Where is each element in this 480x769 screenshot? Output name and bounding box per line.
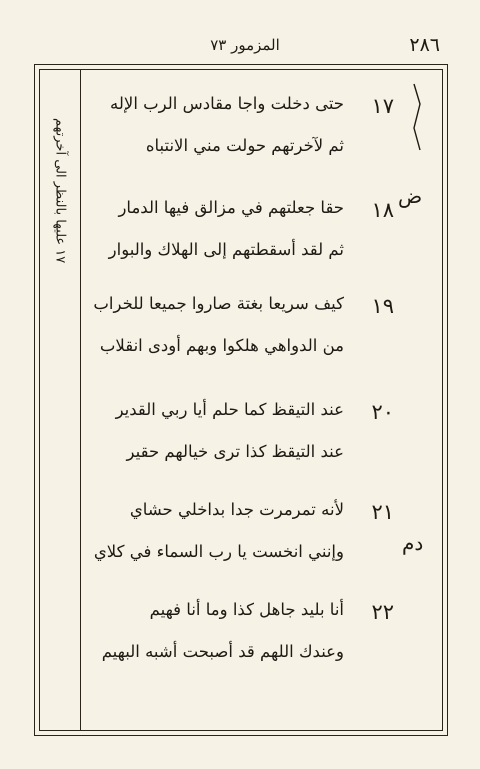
stanza-21 bbox=[86, 492, 438, 572]
page-number: ٢٨٦ bbox=[409, 34, 440, 56]
verse-line: حتى دخلت واجا مقادس الرب الإله bbox=[110, 94, 344, 113]
verse-number: ١٧ bbox=[371, 94, 394, 118]
marginal-marker-dad: ض bbox=[398, 184, 423, 208]
sidebar-note-text bbox=[53, 118, 68, 263]
verse-number: ٢٠ bbox=[371, 400, 394, 424]
verse-line: وإنني انخست يا رب السماء في كلاي bbox=[93, 542, 344, 561]
verse-line: لأنه تمرمرت جدا بداخلي حشاي bbox=[129, 500, 344, 519]
verse-line: وعندك اللهم قد أصبحت أشبه البهيم bbox=[101, 642, 344, 661]
verse-line: من الدواهي هلكوا وبهم أودى انقلاب bbox=[99, 336, 344, 355]
running-head: المزمور ٧٣ bbox=[210, 36, 280, 54]
verse-number: ٢١ bbox=[371, 500, 394, 524]
verse-line: ثم لقد أسقطتهم إلى الهلاك والبوار bbox=[108, 240, 344, 259]
verse-number: ١٩ bbox=[371, 294, 394, 318]
verse-line: عند التيقظ كما حلم أيا ربي القدير bbox=[115, 400, 344, 419]
stanza-20 bbox=[86, 392, 438, 472]
sidebar-divider bbox=[80, 69, 81, 731]
verse-number: ١٨ bbox=[371, 198, 394, 222]
stanza-22 bbox=[86, 592, 438, 672]
sidebar-note-body: عليها بالنظر الى آخرتهم bbox=[52, 118, 68, 246]
sidebar-note-number: ١٧ bbox=[52, 249, 68, 264]
verse-number: ٢٢ bbox=[371, 600, 394, 624]
stanza-19 bbox=[86, 286, 438, 366]
verse-line: كيف سريعا بغتة صاروا جميعا للخراب bbox=[93, 294, 344, 313]
sidebar-note bbox=[44, 118, 76, 418]
verse-line: أنا بليد جاهل كذا وما أنا فهيم bbox=[149, 600, 344, 619]
stanza-18 bbox=[86, 190, 438, 270]
verse-line: ثم لآخرتهم حولت مني الانتباه bbox=[145, 136, 344, 155]
verse-line: حقا جعلتهم في مزالق فيها الدمار bbox=[118, 198, 344, 217]
stanza-17 bbox=[86, 86, 438, 166]
verse-line: عند التيقظ كذا ترى خيالهم حقير bbox=[126, 442, 344, 461]
marginal-marker-dam: دم bbox=[402, 531, 424, 555]
